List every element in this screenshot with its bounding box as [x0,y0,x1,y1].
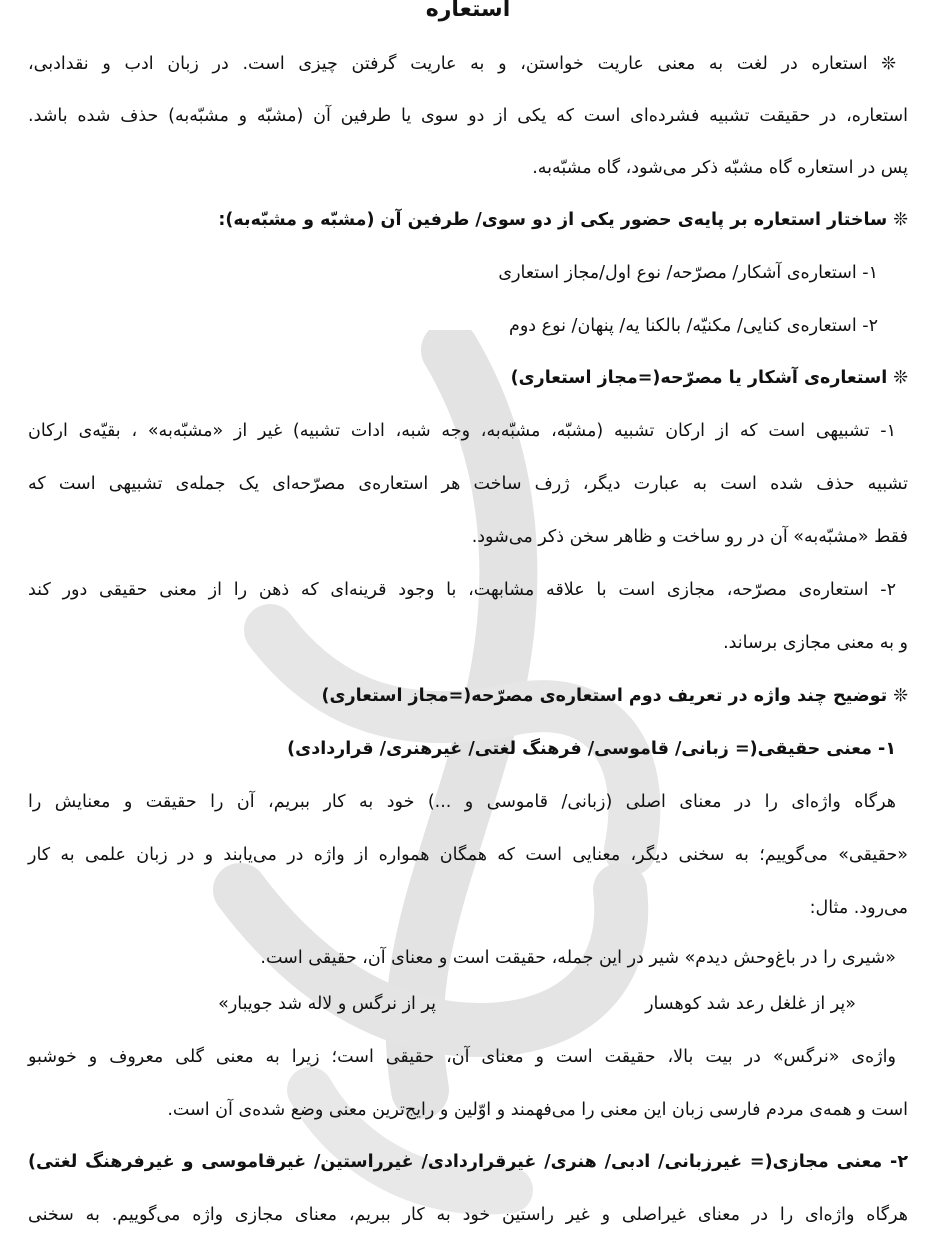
explicit-1-line-2: تشبیه حذف شده است به عبارت دیگر، ژرف ساخت هر استعاره‌ی مصرّحه‌ای یک جمله‌ی تشبیهی است که [28,474,908,494]
watermark-graphic [150,330,710,1230]
type-1-item: ۱- استعاره‌ی آشکار/ مصرّحه/ نوع اول/مجاز استعاری [498,263,878,283]
intro-line-1: ❊ استعاره در لغت به معنی عاریت خواستن، و به عاریت گرفتن چیزی است. در زبان ادب و نقدادبی، [28,54,896,74]
type-2-item: ۲- استعاره‌ی کنایی/ مکنیّه/ بالکنا یه/ پنهان/ نوع دوم [509,316,878,336]
literal-line-2: «حقیقی» می‌گوییم؛ به سخنی دیگر، معنایی است که همگان همواره از واژه در می‌یابند و در زبان علمی به کار [28,845,908,865]
heading-literal-meaning: ۱- معنی حقیقی(= زبانی/ قاموسی/ فرهنگ لغتی/ غیرهنری/ قراردادی) [287,739,896,759]
verse-first-hemistich: «پر از غلغل رعد شد کوهسار [645,994,856,1014]
explicit-2-line-2: و به معنی مجازی برساند. [723,633,908,653]
explicit-2-line-1: ۲- استعاره‌ی مصرّحه، مجازی است با علاقه مشابهت، با وجود قرینه‌ای که ذهن را از معنی حقیقی دور کند [28,580,896,600]
explicit-1-line-1: ۱- تشبیهی است که از ارکان تشبیه (مشبّه، مشبّه‌به، وجه شبه، ادات تشبیه) غیر از «مشبّه‌به» ، بقیّه‌ی ارکان [28,421,896,441]
title-container [0,0,936,24]
heading-structure: ❊ ساختار استعاره بر پایه‌ی حضور یکی از دو سوی/ طرفین آن (مشبّه و مشبّه‌به): [218,210,908,230]
heading-word-explanations: ❊ توضیح چند واژه در تعریف دوم استعاره‌ی مصرّحه(=مجاز استعاری) [321,686,908,706]
intro-line-2: استعاره، در حقیقت تشبیه فشرده‌ای است که یکی از دو سوی یا طرفین آن (مشبّه و مشبّه‌به) حذف شده باشد. [28,106,908,126]
example-sentence: «شیری را در باغ‌وحش دیدم» شیر در این جمله، حقیقت است و معنای آن، حقیقی است. [260,948,896,968]
intro-line-3: پس در استعاره گاه مشبّه ذکر می‌شود، گاه مشبّه‌به. [532,158,908,178]
literal-line-3: می‌رود. مثال: [809,898,908,918]
literal-line-1: هرگاه واژه‌ای را در معنای اصلی (زبانی/ قاموسی و ...) خود به کار ببریم، آن را حقیقت و معنایش را [28,792,896,812]
page-title: استعاره [408,0,529,24]
explicit-1-line-3: فقط «مشبّه‌به» آن در رو ساخت و ظاهر سخن ذکر می‌شود. [471,527,908,547]
heading-figurative-meaning: ۲- معنی مجازی(= غیرزبانی/ ادبی/ هنری/ غیرقراردادی/ غیرراستین/ غیرقاموسی و غیرفرهنگ لغتی) [28,1152,908,1172]
heading-explicit-metaphor: ❊ استعاره‌ی آشکار یا مصرّحه(=مجاز استعاری) [510,368,908,388]
narcissus-line-2: است و همه‌ی مردم فارسی زبان این معنی را می‌فهمند و اوّلین و رایج‌ترین معنی وضع شده‌ی آن است. [167,1100,908,1120]
narcissus-line-1: واژه‌ی «نرگس» در بیت بالا، حقیقت است و معنای آن، حقیقی است؛ زیرا به معنی گلی معروف و خوشبو [28,1047,896,1067]
figurative-line-1: هرگاه واژه‌ای را در معنای غیراصلی و غیر راستین خود به کار ببریم، معنای مجازی واژه می‌گوییم. به سخنی [28,1205,908,1225]
verse-second-hemistich: پر از نرگس و لاله شد جویبار» [218,994,436,1014]
